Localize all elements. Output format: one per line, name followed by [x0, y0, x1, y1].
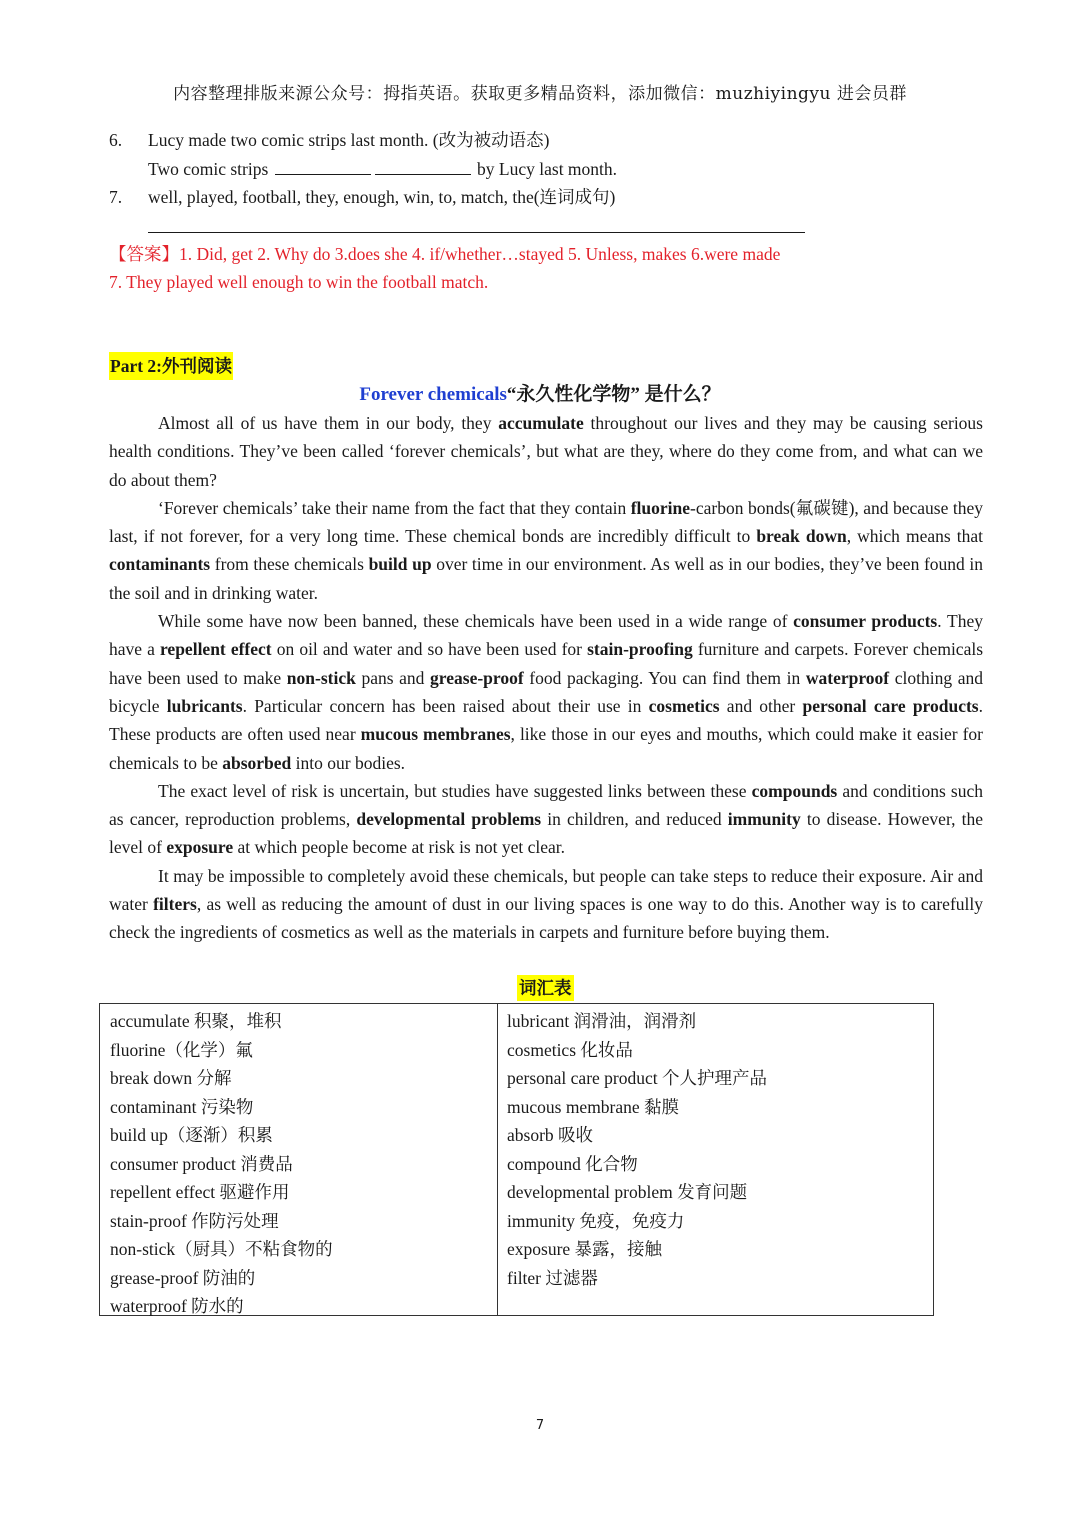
article-title — [0, 381, 1080, 409]
answer-line-2: 7. They played well enough to win the football match. — [109, 272, 489, 292]
keyword: non-stick — [286, 667, 356, 688]
paragraph: While some have now been banned, these chemicals have been used in a wide range of consumer products. They have a repellent effect on oil and water and so have been used for stain-proofing furniture and carpets. Forever chemicals have been used to make non-stick pans and grease-proof food packaging. You can find them in waterproof clothing and bicycle lubricants. Particular concern has been raised about their use in cosmetics and other personal care products. These products are often used near mucous membranes, like those in our eyes and mouths, which could make it easier for chemicals to be absorbed into our bodies. — [109, 611, 984, 773]
vocab-entry: consumer product 消费品 — [110, 1153, 293, 1174]
keyword: consumer products — [793, 611, 938, 632]
vocab-entry: absorb 吸收 — [507, 1125, 594, 1145]
keyword: mucous membranes — [360, 724, 511, 745]
keyword: build up — [368, 554, 432, 575]
keyword: accumulate — [498, 413, 584, 433]
vocab-entry: exposure 暴露，接触 — [507, 1239, 663, 1259]
vocab-entry: lubricant 润滑油，润滑剂 — [507, 1011, 697, 1031]
keyword: repellent effect — [159, 639, 272, 660]
vocab-entry: waterproof 防水的 — [110, 1296, 244, 1316]
keyword: compounds — [751, 780, 838, 801]
page-number: 7 — [535, 1418, 545, 1433]
answer-line — [148, 232, 805, 233]
exercise-prompt: well, played, football, they, enough, win, to, match, the(连词成句) — [148, 187, 616, 207]
keyword: break down — [756, 526, 847, 547]
answer-blank — [375, 158, 471, 175]
exercise-answer-line — [148, 155, 617, 183]
exercise-line-start: Two comic strips — [148, 159, 269, 179]
keyword: developmental problems — [356, 809, 542, 830]
keyword: stain-proofing — [587, 639, 693, 660]
vocab-entry: stain-proof 作防污处理 — [110, 1210, 279, 1231]
vocab-entry: build up（逐渐）积累 — [110, 1125, 273, 1145]
vocab-entry: fluorine（化学）氟 — [110, 1039, 253, 1060]
paragraph: ‘Forever chemicals’ take their name from the fact that they contain fluorine-carbon bonds(氟碳键), and because they last, if not forever, for a very long time. These chemical bonds are incredibly difficult to break down, which means that contaminants from these chemicals build up over time in our environment. As well as in our bodies, they’ve been found in the soil and in drinking water. — [109, 497, 984, 603]
exercise-number: 6. — [109, 130, 123, 150]
keyword: fluorine — [630, 497, 691, 518]
vocab-entry: immunity 免疫，免疫力 — [507, 1210, 685, 1231]
keyword: grease-proof — [430, 667, 524, 688]
keyword: cosmetics — [648, 695, 720, 716]
exercise-prompt: Lucy made two comic strips last month. (改为被动语态) — [148, 130, 550, 150]
paragraph: The exact level of risk is uncertain, but studies have suggested links between these compounds and conditions such as cancer, reproduction problems, developmental problems in children, and reduced immunity to disease. However, the level of exposure at which people become at risk is not yet clear. — [109, 780, 983, 858]
exercise-line-end: by Lucy last month. — [477, 159, 618, 179]
vocab-column-left — [100, 1004, 498, 1315]
vocab-entry: break down 分解 — [110, 1068, 232, 1088]
paragraph: Almost all of us have them in our body, they accumulate throughout our lives and they may be causing serious health conditions. They’ve been called ‘forever chemicals’, but what are they, where do they come from, and what can we do about them? — [109, 413, 983, 490]
keyword: lubricants — [166, 695, 243, 716]
part-title: Part 2:外刊阅读 — [109, 352, 233, 380]
vocab-table — [99, 1003, 934, 1316]
vocab-entry: filter 过滤器 — [507, 1267, 598, 1288]
page-header: 内容整理排版来源公众号：拇指英语。获取更多精品资料，添加微信：muzhiyingyu 进会员群 — [173, 84, 907, 104]
keyword: personal care products — [802, 695, 979, 716]
vocab-entry: contaminant 污染物 — [110, 1096, 254, 1117]
vocab-entry: cosmetics 化妆品 — [507, 1039, 633, 1060]
vocab-entry: mucous membrane 黏膜 — [507, 1096, 680, 1117]
vocab-entry: compound 化合物 — [507, 1153, 638, 1174]
vocab-entry: personal care product 个人护理产品 — [507, 1068, 767, 1088]
answer-blank — [275, 158, 371, 175]
exercise-number: 7. — [109, 187, 123, 207]
vocab-entry: developmental problem 发育问题 — [507, 1182, 748, 1202]
keyword: immunity — [727, 809, 801, 830]
article-title-chinese: “永久性化学物” 是什么？ — [506, 384, 721, 405]
keyword: exposure — [166, 837, 234, 858]
keyword: waterproof — [805, 667, 890, 688]
vocab-entry: grease-proof 防油的 — [110, 1267, 256, 1288]
vocab-column-right — [498, 1004, 933, 1315]
exercise-7 — [109, 183, 983, 211]
vocab-entry: non-stick（厨具）不粘食物的 — [110, 1239, 333, 1259]
vocab-entry: repellent effect 驱避作用 — [110, 1182, 290, 1202]
keyword: contaminants — [109, 554, 211, 575]
paragraph: It may be impossible to completely avoid these chemicals, but people can take steps to reduce their exposure. Air and water filters, as well as reducing the amount of dust in our living spaces is one way to do this. Another way is to carefully check the ingredients of cosmetics as well as the materials in carpets and furniture before buying them. — [109, 865, 983, 943]
vocab-title: 词汇表 — [517, 975, 574, 1001]
exercise-6 — [109, 126, 983, 182]
keyword: absorbed — [222, 752, 292, 773]
vocab-entry: accumulate 积聚，堆积 — [110, 1011, 282, 1031]
keyword: filters — [153, 894, 197, 915]
article-body — [109, 409, 983, 947]
answer-line-1: 【答案】1. Did, get 2. Why do 3.does she 4. if/whether…stayed 5. Unless, makes 6.were made — [109, 244, 781, 264]
article-title-english: Forever chemicals — [359, 384, 507, 405]
